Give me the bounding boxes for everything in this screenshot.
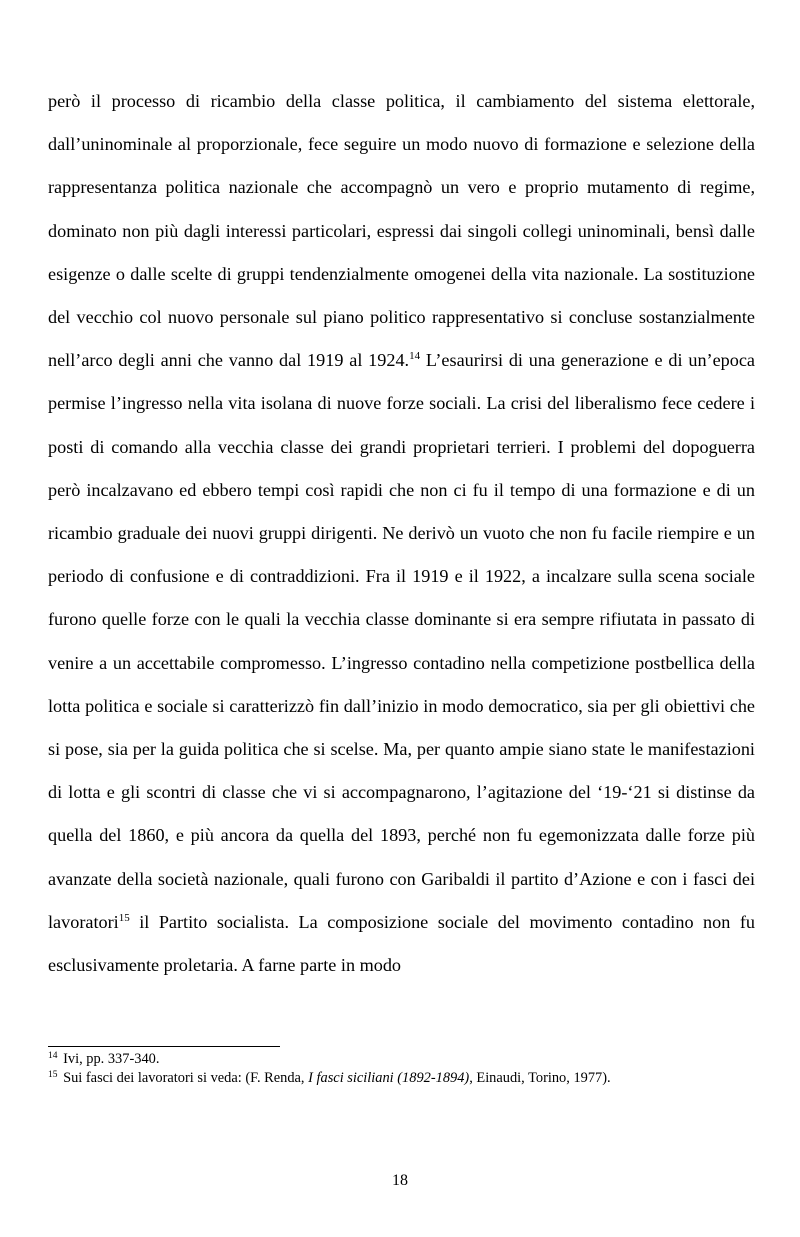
- footnote-text-after: , Einaudi, Torino, 1977).: [469, 1070, 611, 1086]
- footnote-number: 15: [48, 1070, 58, 1080]
- body-text-part-3: il Partito socialista. La composizione sociale del movimento contadino non fu esclusivamente proletaria. A farne parte in modo: [48, 911, 755, 976]
- footnote-15: [48, 1069, 755, 1088]
- footnotes: [48, 1050, 755, 1088]
- body-text-part-1: però il processo di ricambio della classe politica, il cambiamento del sistema elettorale, dall’uninominale al proporzionale, fece seguire un modo nuovo di formazione e selezione della rappresentanza politica nazionale che accompagnò un vero e proprio mutamento di regime, dominato non più dagli interessi particolari, espressi dai singoli collegi uninominali, bensì dalle esigenze o dalle scelte di gruppi tendenzialmente omogenei della vita nazionale. La sostituzione del vecchio col nuovo personale sul piano politico rappresentativo si concluse sostanzialmente nell’arco degli anni che vanno dal 1919 al 1924.: [48, 91, 755, 371]
- page-number: 18: [392, 1172, 408, 1189]
- footnote-separator: [48, 1046, 280, 1047]
- body-paragraph: [48, 80, 755, 987]
- footnote-14: [48, 1050, 755, 1069]
- footnote-book-title: I fasci siciliani (1892-1894): [308, 1070, 470, 1086]
- footnote-ref-14: 14: [409, 350, 421, 363]
- body-text-part-2: L’esaurirsi di una generazione e di un’epoca permise l’ingresso nella vita isolana di nuove forze sociali. La crisi del liberalismo fece cedere i posti di comando alla vecchia classe dei grandi proprietari terrieri. I problemi del dopoguerra però incalzavano ed ebbero tempi così rapidi che non ci fu il tempo di una formazione e di un ricambio graduale dei nuovi gruppi dirigenti. Ne derivò un vuoto che non fu facile riempire e un periodo di confusione e di contraddizioni. Fra il 1919 e il 1922, a incalzare sulla scena sociale furono quelle forze con le quali la vecchia classe dominante si era sempre rifiutata in passato di venire a un accettabile compromesso. L’ingresso contadino nella competizione postbellica della lotta politica e sociale si caratterizzò fin dall’inizio in modo democratico, sia per gli obiettivi che si pose, sia per la guida politica che si scelse. Ma, per quanto ampie siano state le manifestazioni di lotta e gli scontri di classe che vi si accompagnarono, l’agitazione del ‘19-‘21 si distinse da quella del 1860, e più ancora da quella del 1893, perché non fu egemonizzata dalle forze più avanzate della società nazionale, quali furono con Garibaldi il partito d’Azione e con i fasci dei lavoratori: [48, 350, 755, 932]
- footnote-text-before: Sui fasci dei lavoratori si veda: (F. Renda,: [59, 1070, 309, 1086]
- footnote-ref-15: 15: [118, 911, 130, 924]
- footnote-text: Ivi, pp. 337-340.: [59, 1051, 160, 1067]
- footnote-number: 14: [48, 1051, 58, 1061]
